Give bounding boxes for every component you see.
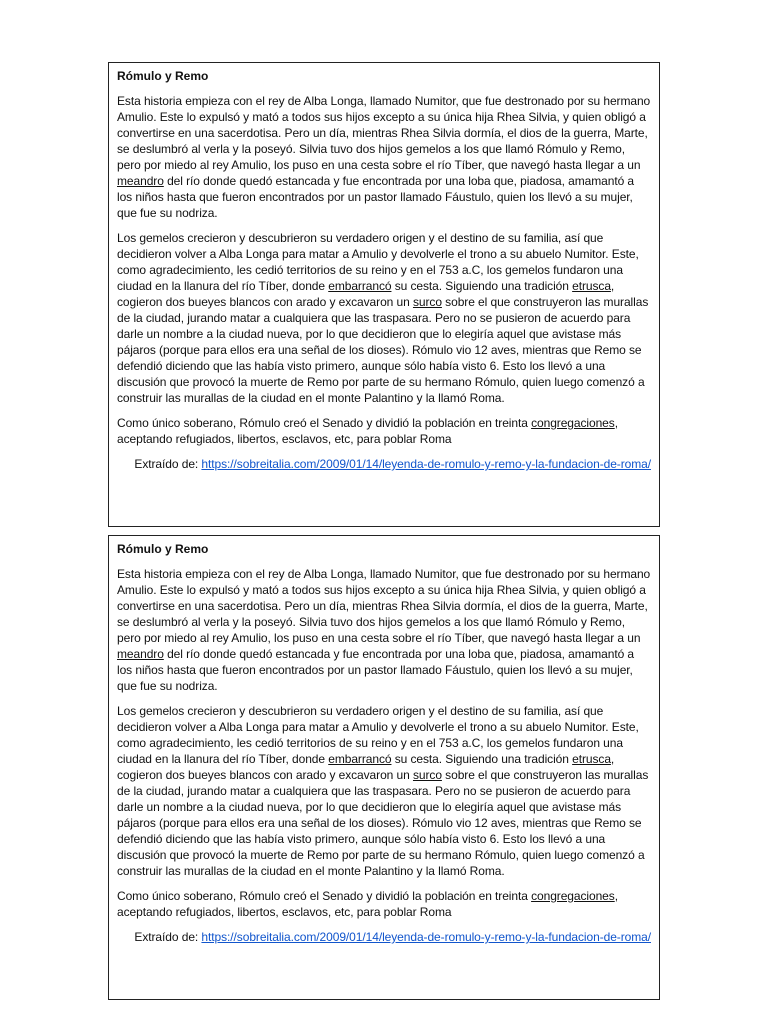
text-span: sobre el que construyeron las murallas de la ciudad, jurando matar a cualquiera que las traspasara. Pero no se pusieron de acuerdo para darle un nombre a la ciudad nueva, por lo que decidieron que lo elegiría aquel que avistase más pájaros (porque para ellos era una señal de los dioses). Rómulo vio 12 aves, mientras que Remo se defendió diciendo que las había visto primero, aunque sólo había visto 6. Esto los llevó a una discusión que provocó la muerte de Remo por parte de su hermano Rómulo, quien luego comenzó a construir las murallas de la ciudad en el monte Palantino y la llamó Roma.: [117, 295, 649, 405]
text-span: Esta historia empieza con el rey de Alba Longa, llamado Numitor, que fue destronado por su hermano Amulio. Este lo expulsó y mató a todos sus hijos excepto a su única hija Rhea Silvia, y quien obligó a convertirse en una sacerdotisa. Pero un día, mientras Rhea Silvia dormía, el dios de la guerra, Marte, se deslumbró al verla y la poseyó. Silvia tuvo dos hijos gemelos a los que llamó Rómulo y Remo, pero por miedo al rey Amulio, los puso en una cesta sobre el río Tíber, que navegó hasta llegar a un: [117, 567, 651, 645]
paragraph-1: [117, 566, 651, 694]
text-span: del río donde quedó estancada y fue encontrada por una loba que, piadosa, amamantó a los niños hasta que fueron encontrados por un pastor llamado Fáustulo, quien los llevó a su mujer, que fue su nodriza.: [117, 647, 635, 693]
text-span: , aceptando refugiados, libertos, esclavos, etc, para poblar Roma: [117, 416, 618, 446]
text-span: su cesta. Siguiendo una tradición: [391, 752, 573, 766]
text-span: Como único soberano, Rómulo creó el Senado y dividió la población en treinta: [117, 416, 532, 430]
source-link[interactable]: https://sobreitalia.com/2009/01/14/leyenda-de-romulo-y-remo-y-la-fundacion-de-roma/: [201, 930, 651, 944]
text-span: sobre el que construyeron las murallas de la ciudad, jurando matar a cualquiera que las traspasara. Pero no se pusieron de acuerdo para darle un nombre a la ciudad nueva, por lo que decidieron que lo elegiría aquel que avistase más pájaros (porque para ellos era una señal de los dioses). Rómulo vio 12 aves, mientras que Remo se defendió diciendo que las había visto primero, aunque sólo había visto 6. Esto los llevó a una discusión que provocó la muerte de Remo por parte de su hermano Rómulo, quien luego comenzó a construir las murallas de la ciudad en el monte Palantino y la llamó Roma.: [117, 768, 649, 878]
paragraph-2: [117, 703, 651, 879]
underlined-term-congregaciones: congregaciones: [531, 889, 615, 903]
underlined-term-etrusca: etrusca: [572, 752, 611, 766]
source-line: [117, 456, 651, 472]
text-span: Los gemelos crecieron y descubrieron su verdadero origen y el destino de su familia, así que decidieron volver a Alba Longa para matar a Amulio y devolverle el trono a su abuelo Numitor. Este, como agradecimiento, les cedió territorios de su reino y en el 753 a.C, los gemelos fundaron una ciudad en la llanura del río Tíber, donde: [117, 231, 639, 293]
story-title: Rómulo y Remo: [117, 542, 209, 556]
text-span: del río donde quedó estancada y fue encontrada por una loba que, piadosa, amamantó a los niños hasta que fueron encontrados por un pastor llamado Fáustulo, quien los llevó a su mujer, que fue su nodriza.: [117, 174, 635, 220]
underlined-term-surco: surco: [412, 768, 442, 782]
story-card-1: [108, 62, 660, 527]
text-span: Los gemelos crecieron y descubrieron su verdadero origen y el destino de su familia, así que decidieron volver a Alba Longa para matar a Amulio y devolverle el trono a su abuelo Numitor. Este, como agradecimiento, les cedió territorios de su reino y en el 753 a.C, los gemelos fundaron una ciudad en la llanura del río Tíber, donde: [117, 704, 639, 766]
underlined-term-congregaciones: congregaciones: [531, 416, 615, 430]
paragraph-3: [117, 415, 651, 447]
story-card-2: [108, 535, 660, 1000]
text-span: , aceptando refugiados, libertos, esclavos, etc, para poblar Roma: [117, 889, 618, 919]
text-span: , cogieron dos bueyes blancos con arado y excavaron un: [117, 752, 615, 782]
underlined-term-meandro: meandro: [117, 647, 164, 661]
source-link[interactable]: https://sobreitalia.com/2009/01/14/leyenda-de-romulo-y-remo-y-la-fundacion-de-roma/: [201, 457, 651, 471]
underlined-term-etrusca: etrusca: [572, 279, 611, 293]
text-span: Como único soberano, Rómulo creó el Senado y dividió la población en treinta: [117, 889, 532, 903]
underlined-term-meandro: meandro: [117, 174, 164, 188]
source-line: [117, 929, 651, 945]
underlined-term-surco: surco: [412, 295, 442, 309]
paragraph-3: [117, 888, 651, 920]
paragraph-2: [117, 230, 651, 406]
source-label: Extraído de:: [134, 457, 202, 471]
text-span: , cogieron dos bueyes blancos con arado y excavaron un: [117, 279, 615, 309]
text-span: su cesta. Siguiendo una tradición: [391, 279, 573, 293]
source-label: Extraído de:: [134, 930, 202, 944]
underlined-term-embarranco: embarrancó: [328, 279, 392, 293]
story-title: Rómulo y Remo: [117, 69, 209, 83]
underlined-term-embarranco: embarrancó: [328, 752, 392, 766]
paragraph-1: [117, 93, 651, 221]
text-span: Esta historia empieza con el rey de Alba Longa, llamado Numitor, que fue destronado por su hermano Amulio. Este lo expulsó y mató a todos sus hijos excepto a su única hija Rhea Silvia, y quien obligó a convertirse en una sacerdotisa. Pero un día, mientras Rhea Silvia dormía, el dios de la guerra, Marte, se deslumbró al verla y la poseyó. Silvia tuvo dos hijos gemelos a los que llamó Rómulo y Remo, pero por miedo al rey Amulio, los puso en una cesta sobre el río Tíber, que navegó hasta llegar a un: [117, 94, 651, 172]
